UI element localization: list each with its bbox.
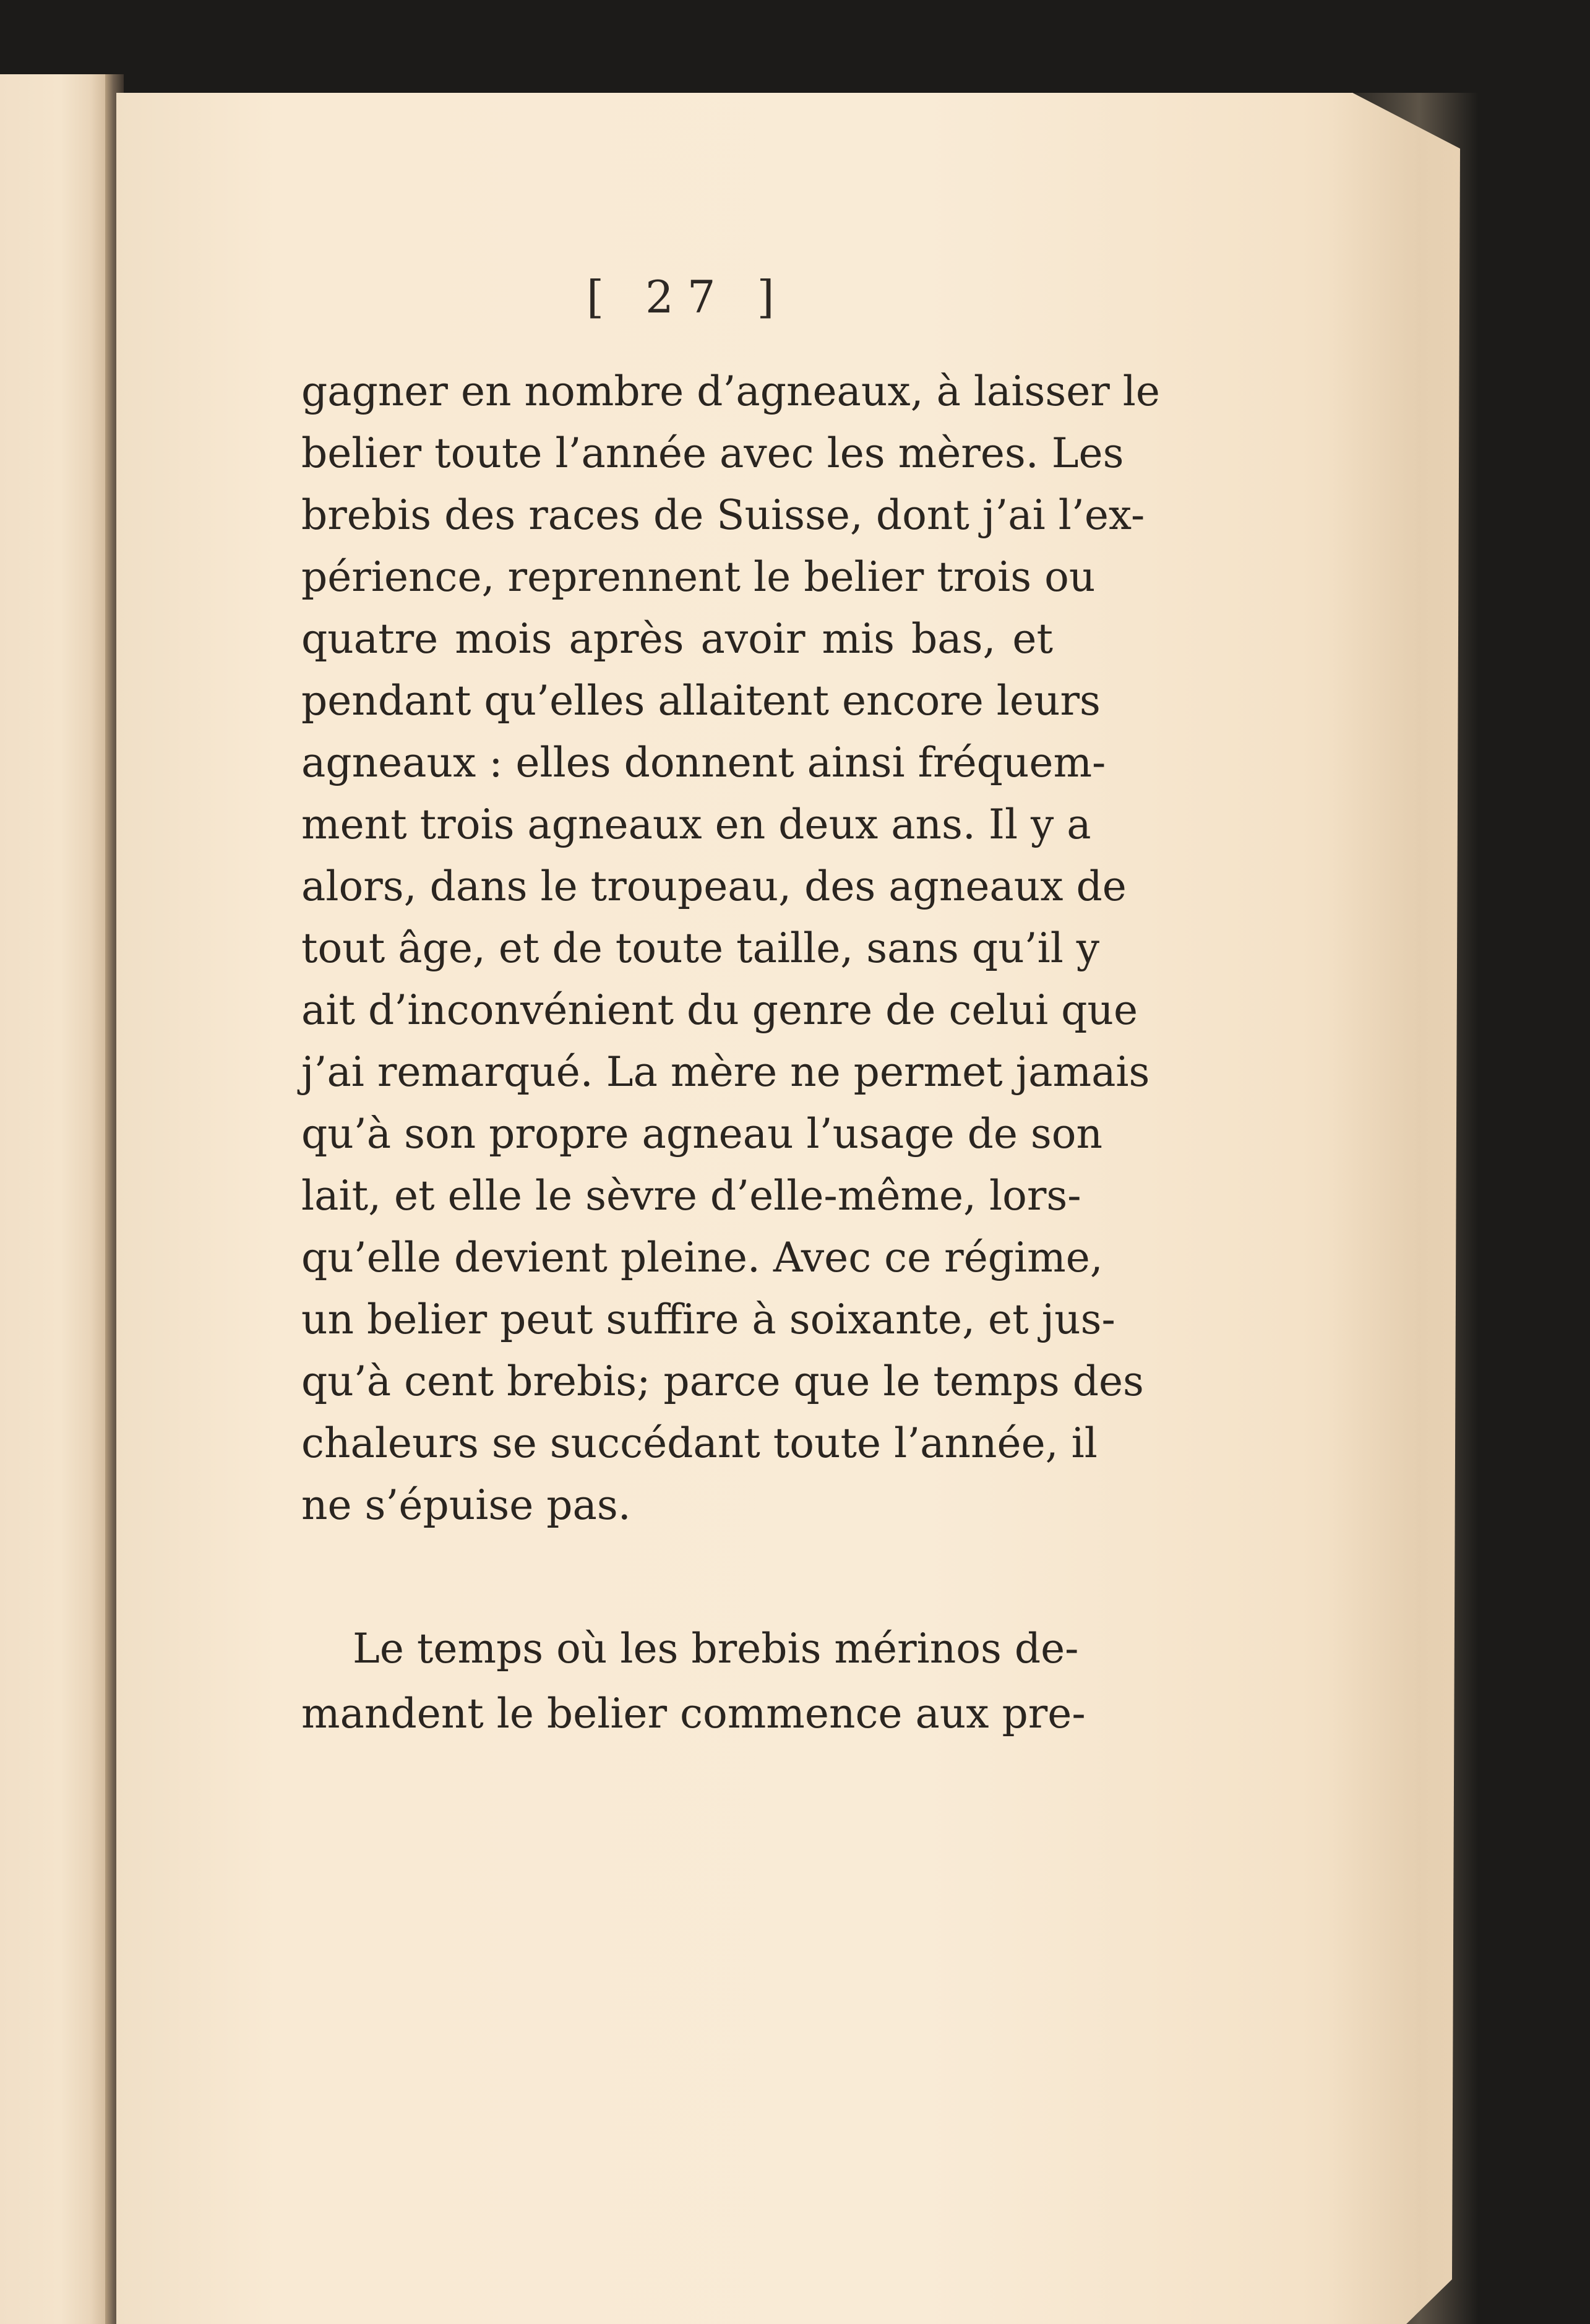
text-line: un belier peut suffire à soixante, et jus- (301, 1296, 1115, 1343)
text-line: chaleurs se succédant toute l’année, il (301, 1419, 1098, 1467)
text-line: ne s’épuise pas. (301, 1481, 631, 1529)
text-line: périence, reprennent le belier trois ou (301, 553, 1096, 601)
facing-page-edge (0, 74, 110, 2324)
text-line: ait d’inconvénient du genre de celui que (301, 986, 1138, 1034)
text-line: alors, dans le troupeau, des agneaux de (301, 863, 1127, 910)
text-line: ment trois agneaux en deux ans. Il y a (301, 801, 1091, 848)
text-line: gagner en nombre d’agneaux, à laisser le (301, 368, 1160, 415)
text-line: tout âge, et de toute taille, sans qu’il y (301, 924, 1100, 972)
text-line: Le temps où les brebis mérinos de- (353, 1625, 1079, 1672)
text-line: qu’elle devient pleine. Avec ce régime, (301, 1234, 1103, 1281)
text-line: agneaux : elles donnent ainsi fréquem- (301, 739, 1106, 786)
text-line: belier toute l’année avec les mères. Les (301, 429, 1124, 477)
text-line: qu’à cent brebis; parce que le temps des (301, 1358, 1144, 1405)
text-line: brebis des races de Suisse, dont j’ai l’ex- (301, 491, 1145, 539)
text-line: mandent le belier commence aux pre- (301, 1690, 1086, 1737)
text-line: j’ai remarqué. La mère ne permet jamais (301, 1048, 1150, 1096)
text-line: pendant qu’elles allaitent encore leurs (301, 677, 1101, 725)
text-line: quatre mois après avoir mis bas, et (301, 615, 1053, 663)
page-number: [ 27 ] (587, 271, 788, 323)
text-line: lait, et elle le sèvre d’elle-même, lors- (301, 1172, 1081, 1220)
text-line: qu’à son propre agneau l’usage de son (301, 1110, 1103, 1158)
